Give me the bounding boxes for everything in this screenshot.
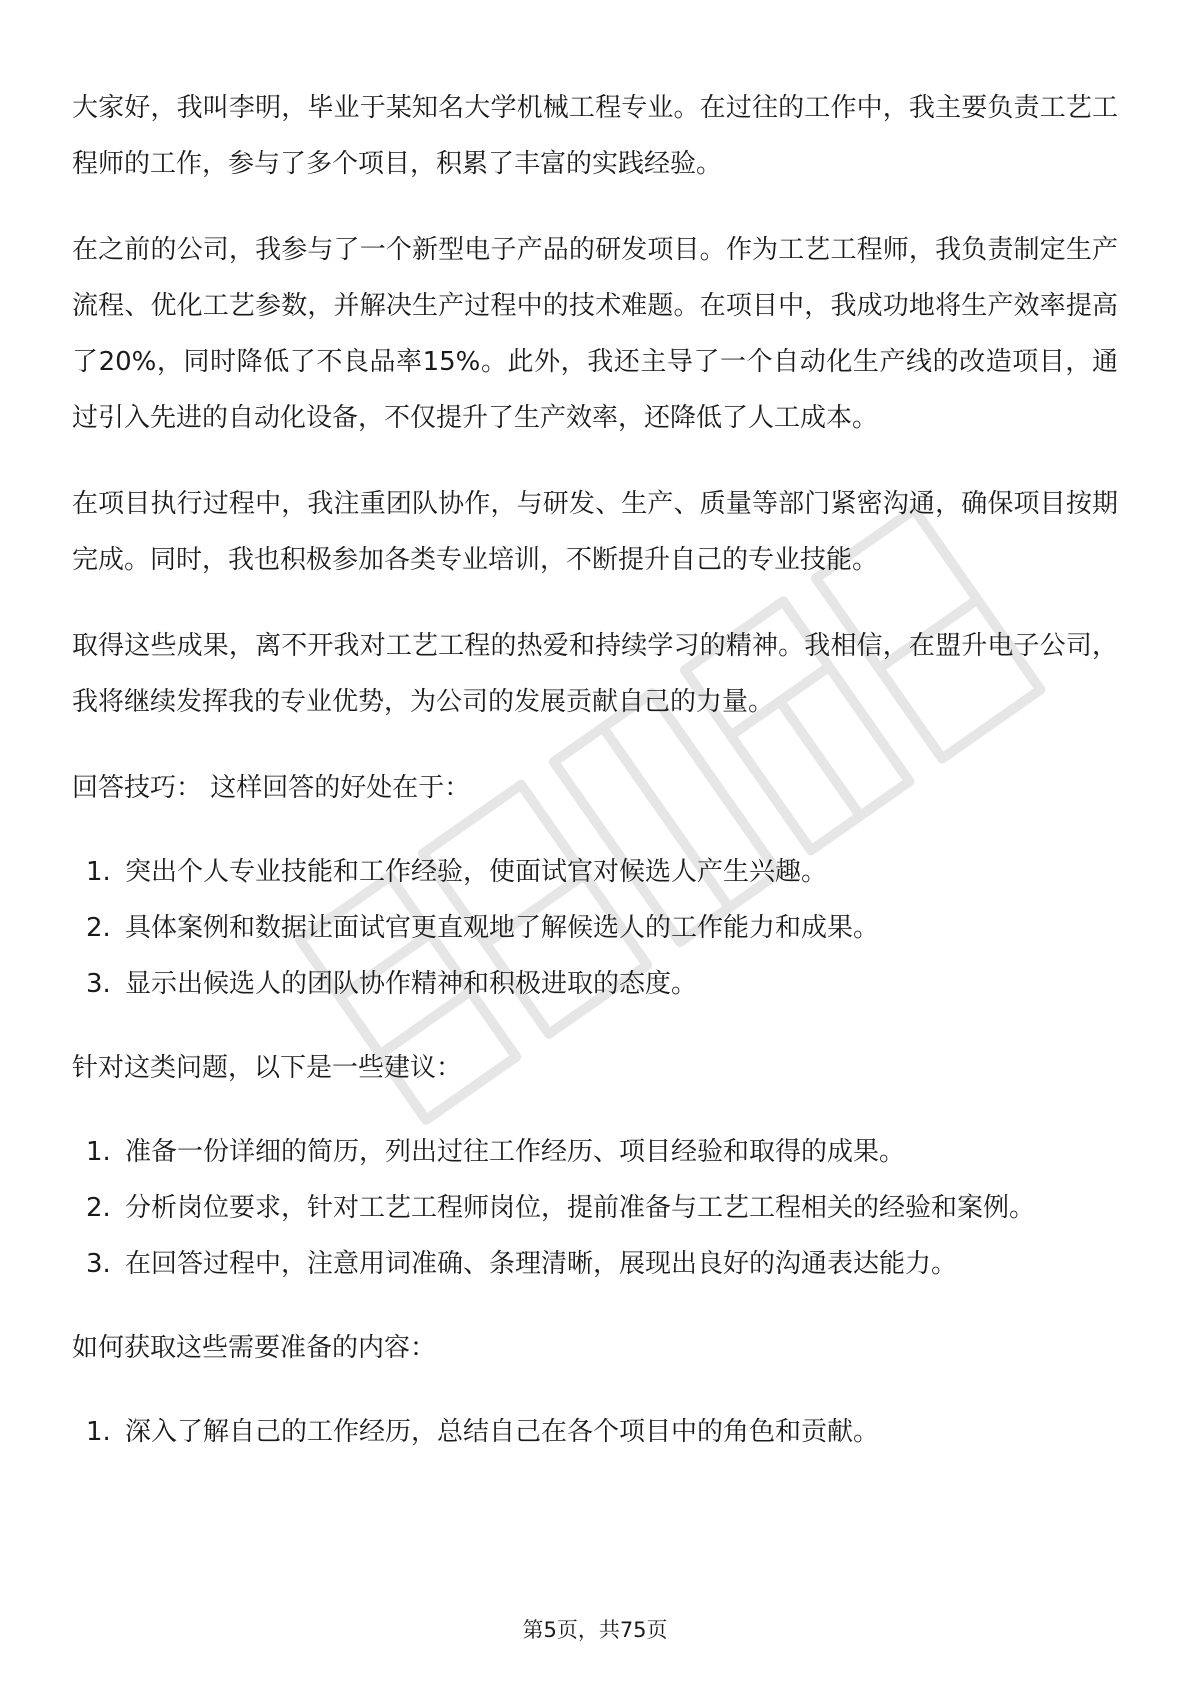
intro-paragraph: 大家好，我叫李明，毕业于某知名大学机械工程专业。在过往的工作中，我主要负责工艺工程师的工作，参与了多个项目，积累了丰富的实践经验。 xyxy=(72,93,1118,179)
prepare-label: 如何获取这些需要准备的内容： xyxy=(72,1333,437,1363)
teamwork-paragraph: 在项目执行过程中，我注重团队协作，与研发、生产、质量等部门紧密沟通，确保项目按期完成。同时，我也积极参加各类专业培训，不断提升自己的专业技能。 xyxy=(72,489,1118,575)
page-number: 第5页，共75页 xyxy=(522,1618,668,1642)
document-body xyxy=(72,80,1118,1488)
list-item xyxy=(72,1180,1118,1236)
list-number: 2. xyxy=(86,1193,111,1223)
prepare-list xyxy=(72,1404,1118,1460)
list-item-text: 分析岗位要求，针对工艺工程师岗位，提前准备与工艺工程相关的经验和案例。 xyxy=(125,1193,1036,1223)
list-item xyxy=(72,900,1118,956)
project-paragraph: 在之前的公司，我参与了一个新型电子产品的研发项目。作为工艺工程师，我负责制定生产流程、优化工艺参数，并解决生产过程中的技术难题。在项目中，我成功地将生产效率提高了20%，同时降低了不良品率15%。此外，我还主导了一个自动化生产线的改造项目，通过引入先进的自动化设备，不仅提升了生产效率，还降低了人工成本。 xyxy=(72,235,1118,433)
page-footer xyxy=(0,1614,1190,1644)
list-number: 1. xyxy=(86,1417,111,1447)
list-item-text: 深入了解自己的工作经历，总结自己在各个项目中的角色和贡献。 xyxy=(125,1417,880,1447)
list-number: 3. xyxy=(86,969,111,999)
list-item xyxy=(72,1236,1118,1292)
list-item xyxy=(72,1124,1118,1180)
list-item xyxy=(72,1404,1118,1460)
list-item xyxy=(72,956,1118,1012)
list-item-text: 在回答过程中，注意用词准确、条理清晰，展现出良好的沟通表达能力。 xyxy=(125,1249,958,1279)
advice-list xyxy=(72,1124,1118,1292)
list-item-text: 准备一份详细的简历，列出过往工作经历、项目经验和取得的成果。 xyxy=(125,1137,906,1167)
tips-label: 回答技巧： 这样回答的好处在于： xyxy=(72,773,471,803)
list-item-text: 具体案例和数据让面试官更直观地了解候选人的工作能力和成果。 xyxy=(125,913,880,943)
list-item-text: 突出个人专业技能和工作经验，使面试官对候选人产生兴趣。 xyxy=(125,857,828,887)
tips-list xyxy=(72,844,1118,1012)
list-number: 2. xyxy=(86,913,111,943)
list-number: 1. xyxy=(86,1137,111,1167)
list-item-text: 显示出候选人的团队协作精神和积极进取的态度。 xyxy=(125,969,698,999)
list-number: 1. xyxy=(86,857,111,887)
conclusion-paragraph: 取得这些成果，离不开我对工艺工程的热爱和持续学习的精神。我相信，在盟升电子公司，我将继续发挥我的专业优势，为公司的发展贡献自己的力量。 xyxy=(72,631,1118,717)
list-number: 3. xyxy=(86,1249,111,1279)
list-item xyxy=(72,844,1118,900)
advice-label: 针对这类问题，以下是一些建议： xyxy=(72,1053,463,1083)
